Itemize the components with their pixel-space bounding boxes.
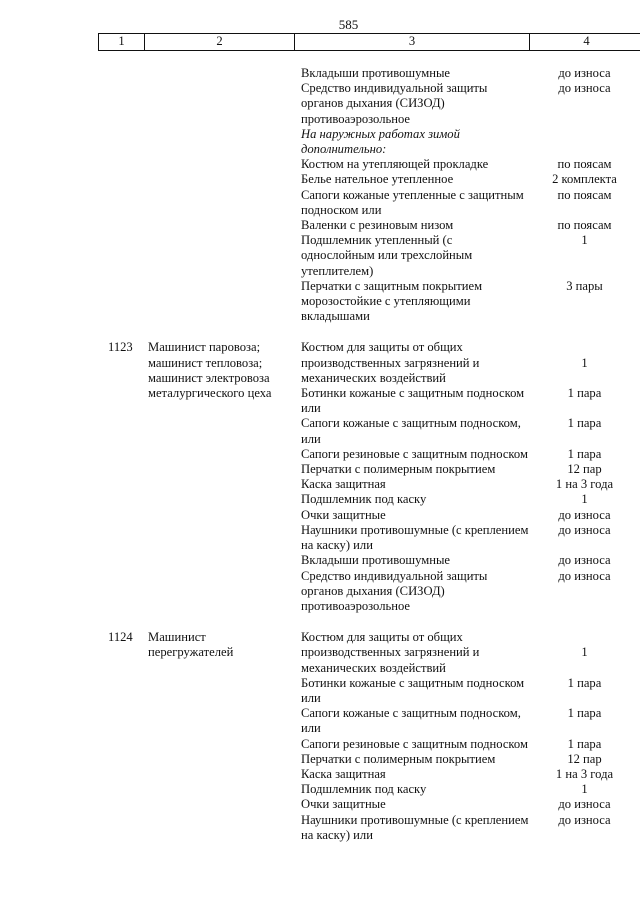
item-name: Перчатки с защитным покрытием морозостойкие с утепляющими вкладышами bbox=[301, 278, 483, 324]
item-norm: до износа bbox=[558, 81, 611, 96]
item-norm: по поясам bbox=[557, 157, 612, 172]
item-norm: до износа bbox=[558, 553, 611, 568]
item-list bbox=[0, 340, 640, 614]
header-col-3: 3 bbox=[294, 34, 529, 50]
entry-number: 1123 bbox=[108, 340, 133, 355]
item-row bbox=[0, 279, 640, 325]
item-row bbox=[0, 462, 640, 477]
item-norm: 1 bbox=[581, 782, 588, 797]
item-row bbox=[0, 782, 640, 797]
item-norm: 1 пара bbox=[567, 736, 602, 751]
item-row bbox=[0, 447, 640, 462]
item-norm: 1 пара bbox=[567, 446, 602, 461]
item-row bbox=[0, 172, 640, 187]
item-row bbox=[0, 676, 640, 706]
item-row bbox=[0, 477, 640, 492]
profession-name: Машинист перегружателей bbox=[148, 630, 234, 660]
item-row bbox=[0, 66, 640, 81]
item-list bbox=[0, 66, 640, 324]
item-norm: 1 пара bbox=[567, 416, 602, 431]
item-row bbox=[0, 797, 640, 812]
item-norm: 1 bbox=[581, 492, 588, 507]
item-norm: 12 пар bbox=[567, 751, 602, 766]
item-row bbox=[0, 340, 640, 386]
item-row bbox=[0, 706, 640, 736]
item-norm: 1 на 3 года bbox=[555, 477, 614, 492]
table-body bbox=[0, 66, 640, 843]
item-name: Наушники противошумные (с креплением на каску) или bbox=[301, 812, 529, 842]
item-list bbox=[0, 630, 640, 843]
item-name: Сапоги резиновые с защитным подноском bbox=[301, 446, 528, 461]
item-row bbox=[0, 523, 640, 553]
item-name: Средство индивидуальной защиты органов дыхания (СИЗОД) противоаэрозольное bbox=[301, 81, 488, 126]
item-norm: 1 bbox=[581, 645, 588, 660]
item-norm: до износа bbox=[558, 568, 611, 583]
item-row bbox=[0, 569, 640, 615]
item-norm: до износа bbox=[558, 797, 611, 812]
item-norm: до износа bbox=[558, 812, 611, 827]
item-row bbox=[0, 752, 640, 767]
item-row bbox=[0, 767, 640, 782]
item-name: Очки защитные bbox=[301, 797, 386, 812]
item-name: Сапоги резиновые с защитным подноском bbox=[301, 736, 528, 751]
item-norm: 1 пара bbox=[567, 675, 602, 690]
item-row bbox=[0, 81, 640, 127]
item-norm: до износа bbox=[558, 66, 611, 80]
item-norm: по поясам bbox=[557, 218, 612, 233]
item-name: Перчатки с полимерным покрытием bbox=[301, 462, 496, 477]
item-row bbox=[0, 630, 640, 676]
item-norm: по поясам bbox=[557, 187, 612, 202]
table-row bbox=[0, 630, 640, 843]
table-row bbox=[0, 340, 640, 614]
item-name: Костюм для защиты от общих производственных загрязнений и механических воздействий bbox=[301, 340, 480, 385]
entry-number: 1124 bbox=[108, 630, 133, 645]
item-norm: до износа bbox=[558, 522, 611, 537]
item-norm: 3 пары bbox=[566, 278, 603, 293]
item-name: Сапоги кожаные утепленные с защитным подноском или bbox=[301, 187, 524, 217]
item-name: Белье нательное утепленное bbox=[301, 172, 454, 187]
item-row bbox=[0, 737, 640, 752]
item-name: Средство индивидуальной защиты органов дыхания (СИЗОД) противоаэрозольное bbox=[301, 568, 488, 613]
item-norm: 1 пара bbox=[567, 386, 602, 401]
continuation-block bbox=[0, 66, 640, 324]
item-name: Сапоги кожаные с защитным подноском, или bbox=[301, 416, 521, 446]
item-row bbox=[0, 386, 640, 416]
header-col-4: 4 bbox=[529, 34, 640, 50]
page-number: 585 bbox=[338, 17, 359, 32]
profession-name: Машинист паровоза; машинист тепловоза; машинист электровоза металургического цеха bbox=[148, 340, 272, 401]
item-name: Перчатки с полимерным покрытием bbox=[301, 751, 496, 766]
item-norm bbox=[529, 127, 640, 157]
table-header bbox=[98, 33, 640, 51]
item-name: Вкладыши противошумные bbox=[301, 553, 451, 568]
item-norm: 1 на 3 года bbox=[555, 766, 614, 781]
item-norm: 1 пара bbox=[567, 706, 602, 721]
item-row bbox=[0, 813, 640, 843]
header-col-2: 2 bbox=[144, 34, 294, 50]
item-name: Каска защитная bbox=[301, 766, 386, 781]
item-name: Наушники противошумные (с креплением на каску) или bbox=[301, 522, 529, 553]
item-row bbox=[0, 157, 640, 172]
item-name: Ботинки кожаные с защитным подноском или bbox=[301, 675, 525, 705]
item-name: Ботинки кожаные с защитным подноском или bbox=[301, 386, 525, 416]
item-row bbox=[0, 416, 640, 446]
item-norm: до износа bbox=[558, 507, 611, 522]
item-name: На наружных работах зимой дополнительно: bbox=[301, 126, 460, 157]
item-norm: 12 пар bbox=[567, 462, 602, 477]
item-row bbox=[0, 233, 640, 279]
item-row bbox=[0, 218, 640, 233]
item-row bbox=[0, 553, 640, 568]
item-name: Очки защитные bbox=[301, 507, 386, 522]
item-norm: 1 bbox=[581, 355, 588, 370]
item-name: Подшлемник утепленный (с однослойным или трехслойным утеплителем) bbox=[301, 233, 473, 278]
header-col-1: 1 bbox=[98, 34, 144, 50]
item-row bbox=[0, 127, 640, 157]
item-name: Сапоги кожаные с защитным подноском, или bbox=[301, 706, 521, 736]
item-name: Вкладыши противошумные bbox=[301, 66, 451, 80]
item-name: Подшлемник под каску bbox=[301, 492, 427, 507]
item-name: Костюм для защиты от общих производственных загрязнений и механических воздействий bbox=[301, 630, 480, 675]
item-row bbox=[0, 508, 640, 523]
item-row bbox=[0, 188, 640, 218]
item-norm: 1 bbox=[581, 233, 588, 248]
item-name: Каска защитная bbox=[301, 477, 386, 492]
item-name: Подшлемник под каску bbox=[301, 782, 427, 797]
item-name: Костюм на утепляющей прокладке bbox=[301, 157, 489, 172]
item-row bbox=[0, 492, 640, 507]
item-norm: 2 комплекта bbox=[552, 172, 617, 187]
item-name: Валенки с резиновым низом bbox=[301, 218, 454, 233]
